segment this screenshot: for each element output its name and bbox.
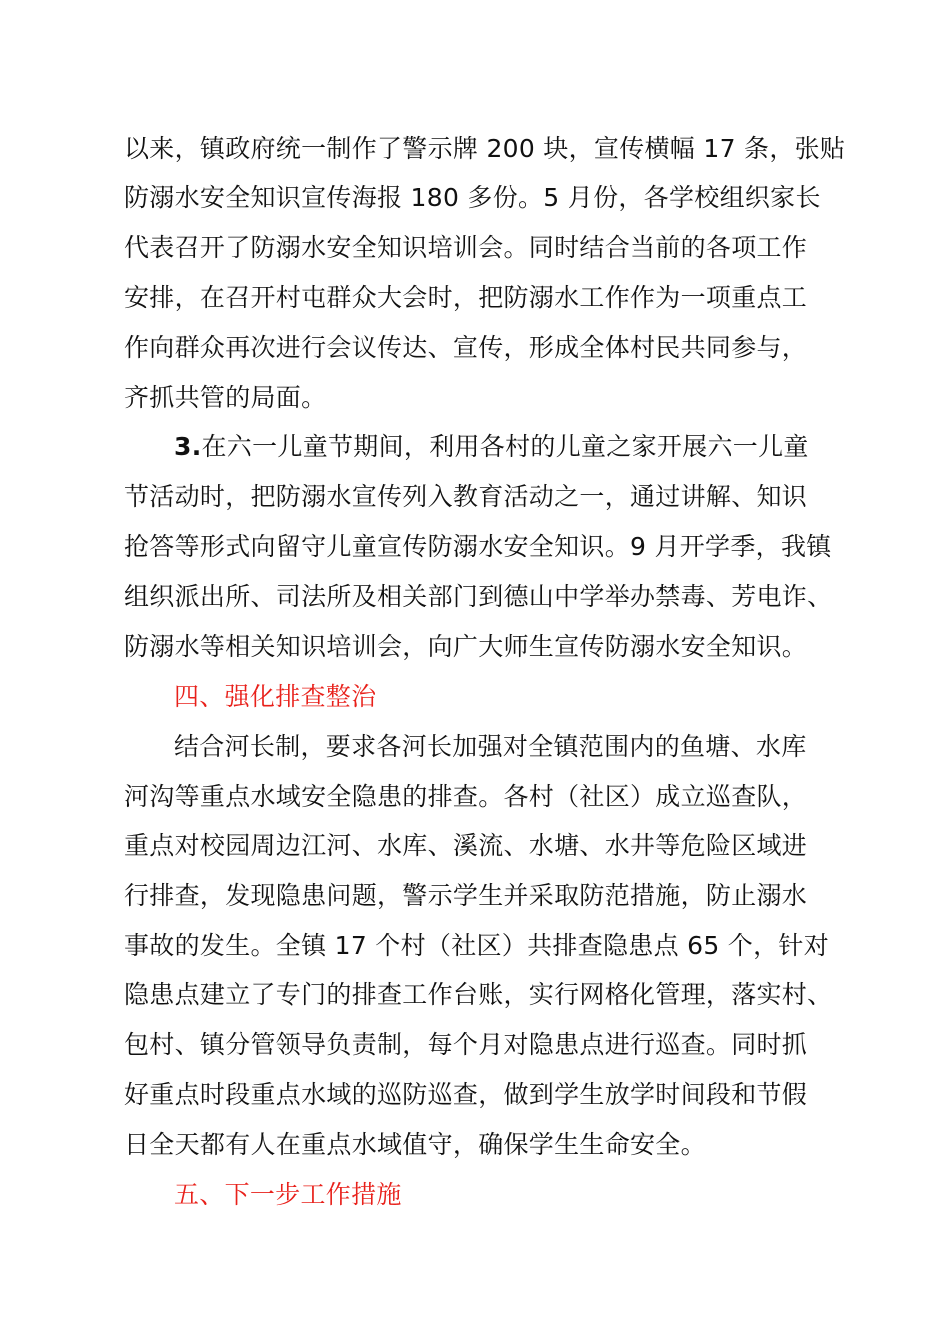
paragraph-3-line-1: 结合河长制，要求各河长加强对全镇范围内的鱼塘、水库 <box>174 732 807 761</box>
paragraph-2-line-5: 防溺水等相关知识培训会，向广大师生宣传防溺水安全知识。 <box>124 632 808 661</box>
paragraph-1-line-5: 作向群众再次进行会议传达、宣传，形成全体村民共同参与， <box>124 333 808 362</box>
paragraph-2-first-line-text: 在六一儿童节期间，利用各村的儿童之家开展六一儿童 <box>201 432 809 461</box>
paragraph-3-line-8: 好重点时段重点水域的巡防巡查，做到学生放学时间段和节假 <box>124 1080 808 1109</box>
paragraph-1-line-2: 防溺水安全知识宣传海报 180 多份。5 月份，各学校组织家长 <box>124 183 821 212</box>
paragraph-1-line-6: 齐抓共管的局面。 <box>124 383 327 412</box>
section-heading-4: 四、强化排查整治 <box>174 682 377 711</box>
paragraph-3-line-6: 隐患点建立了专门的排查工作台账，实行网格化管理，落实村、 <box>124 980 833 1009</box>
paragraph-3-line-4: 行排查，发现隐患问题，警示学生并采取防范措施，防止溺水 <box>124 881 808 910</box>
paragraph-3-line-7: 包村、镇分管领导负责制，每个月对隐患点进行巡查。同时抓 <box>124 1030 808 1059</box>
paragraph-2-line-2: 节活动时，把防溺水宣传列入教育活动之一，通过讲解、知识 <box>124 482 808 511</box>
paragraph-2-line-1 <box>174 430 809 464</box>
paragraph-3-line-2: 河沟等重点水域安全隐患的排查。各村（社区）成立巡查队， <box>124 782 808 811</box>
paragraph-2-line-3: 抢答等形式向留守儿童宣传防溺水安全知识。9 月开学季，我镇 <box>124 532 832 561</box>
paragraph-3-line-3: 重点对校园周边江河、水库、溪流、水塘、水井等危险区域进 <box>124 831 808 860</box>
paragraph-2-line-4: 组织派出所、司法所及相关部门到德山中学举办禁毒、芳电诈、 <box>124 582 833 611</box>
paragraph-1-line-3: 代表召开了防溺水安全知识培训会。同时结合当前的各项工作 <box>124 233 808 262</box>
paragraph-3-line-9: 日全天都有人在重点水域值守，确保学生生命安全。 <box>124 1130 706 1159</box>
paragraph-1-line-4: 安排，在召开村屯群众大会时，把防溺水工作作为一项重点工 <box>124 283 808 312</box>
item-number: 3. <box>174 432 202 461</box>
section-heading-5: 五、下一步工作措施 <box>174 1180 402 1209</box>
paragraph-3-line-5: 事故的发生。全镇 17 个村（社区）共排查隐患点 65 个，针对 <box>124 931 830 960</box>
paragraph-1-line-1: 以来，镇政府统一制作了警示牌 200 块，宣传横幅 17 条，张贴 <box>124 134 846 163</box>
